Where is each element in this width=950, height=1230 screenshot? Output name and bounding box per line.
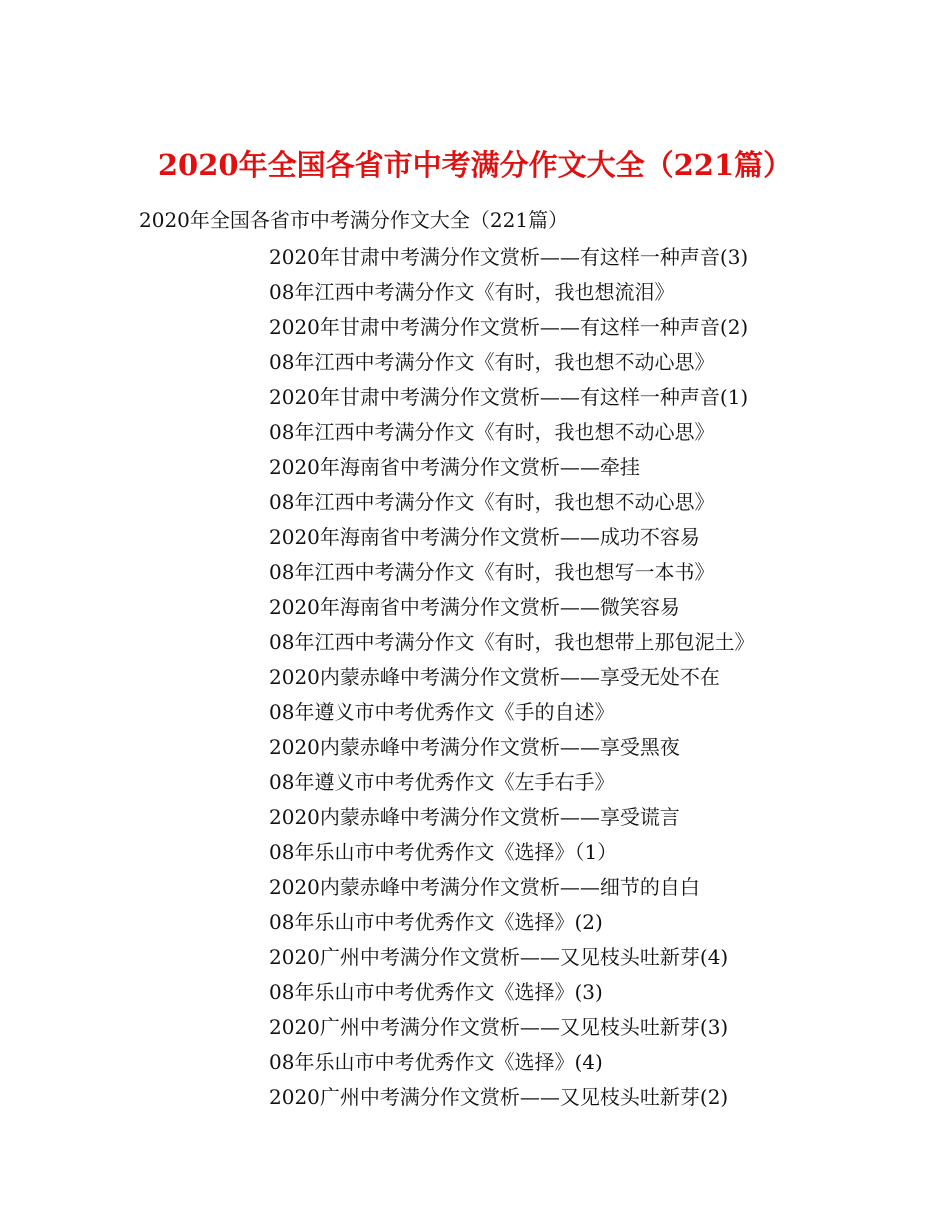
toc-entry[interactable]: 2020年海南省中考满分作文赏析——牵挂 xyxy=(269,455,640,479)
toc-entry[interactable]: 08年乐山市中考优秀作文《选择》（1） xyxy=(269,840,618,864)
toc-entry[interactable]: 2020内蒙赤峰中考满分作文赏析——细节的自白 xyxy=(269,875,700,899)
toc-entry[interactable]: 2020年海南省中考满分作文赏析——微笑容易 xyxy=(269,595,680,619)
toc-heading: 2020年全国各省市中考满分作文大全（221篇） xyxy=(139,208,569,232)
toc-entry[interactable]: 2020内蒙赤峰中考满分作文赏析——享受无处不在 xyxy=(269,665,720,689)
toc-list xyxy=(269,240,754,1115)
toc-entry[interactable]: 2020内蒙赤峰中考满分作文赏析——享受谎言 xyxy=(269,805,680,829)
toc-entry[interactable]: 2020广州中考满分作文赏析——又见枝头吐新芽(3) xyxy=(269,1015,729,1039)
page-title: 2020年全国各省市中考满分作文大全（221篇） xyxy=(157,148,793,183)
toc-entry[interactable]: 2020广州中考满分作文赏析——又见枝头吐新芽(4) xyxy=(269,945,729,969)
toc-entry[interactable]: 2020年海南省中考满分作文赏析——成功不容易 xyxy=(269,525,700,549)
toc-entry[interactable]: 2020年甘肃中考满分作文赏析——有这样一种声音(3) xyxy=(269,245,749,269)
toc-entry[interactable]: 08年乐山市中考优秀作文《选择》(2) xyxy=(269,910,603,934)
toc-entry[interactable]: 2020内蒙赤峰中考满分作文赏析——享受黑夜 xyxy=(269,735,680,759)
toc-entry[interactable]: 08年江西中考满分作文《有时，我也想不动心思》 xyxy=(269,350,715,374)
toc-entry[interactable]: 2020年甘肃中考满分作文赏析——有这样一种声音(1) xyxy=(269,385,749,409)
toc-entry[interactable]: 08年遵义市中考优秀作文《手的自述》 xyxy=(269,700,615,724)
toc-entry[interactable]: 08年江西中考满分作文《有时，我也想不动心思》 xyxy=(269,490,715,514)
toc-entry[interactable]: 08年遵义市中考优秀作文《左手右手》 xyxy=(269,770,615,794)
toc-entry[interactable]: 2020广州中考满分作文赏析——又见枝头吐新芽(2) xyxy=(269,1085,729,1109)
toc-entry[interactable]: 08年江西中考满分作文《有时，我也想不动心思》 xyxy=(269,420,715,444)
toc-entry[interactable]: 08年江西中考满分作文《有时，我也想带上那包泥土》 xyxy=(269,630,755,654)
toc-entry[interactable]: 08年江西中考满分作文《有时，我也想写一本书》 xyxy=(269,560,715,584)
toc-entry[interactable]: 08年乐山市中考优秀作文《选择》(4) xyxy=(269,1050,603,1074)
toc-entry[interactable]: 08年乐山市中考优秀作文《选择》(3) xyxy=(269,980,603,1004)
toc-entry[interactable]: 08年江西中考满分作文《有时，我也想流泪》 xyxy=(269,280,675,304)
toc-entry[interactable]: 2020年甘肃中考满分作文赏析——有这样一种声音(2) xyxy=(269,315,749,339)
